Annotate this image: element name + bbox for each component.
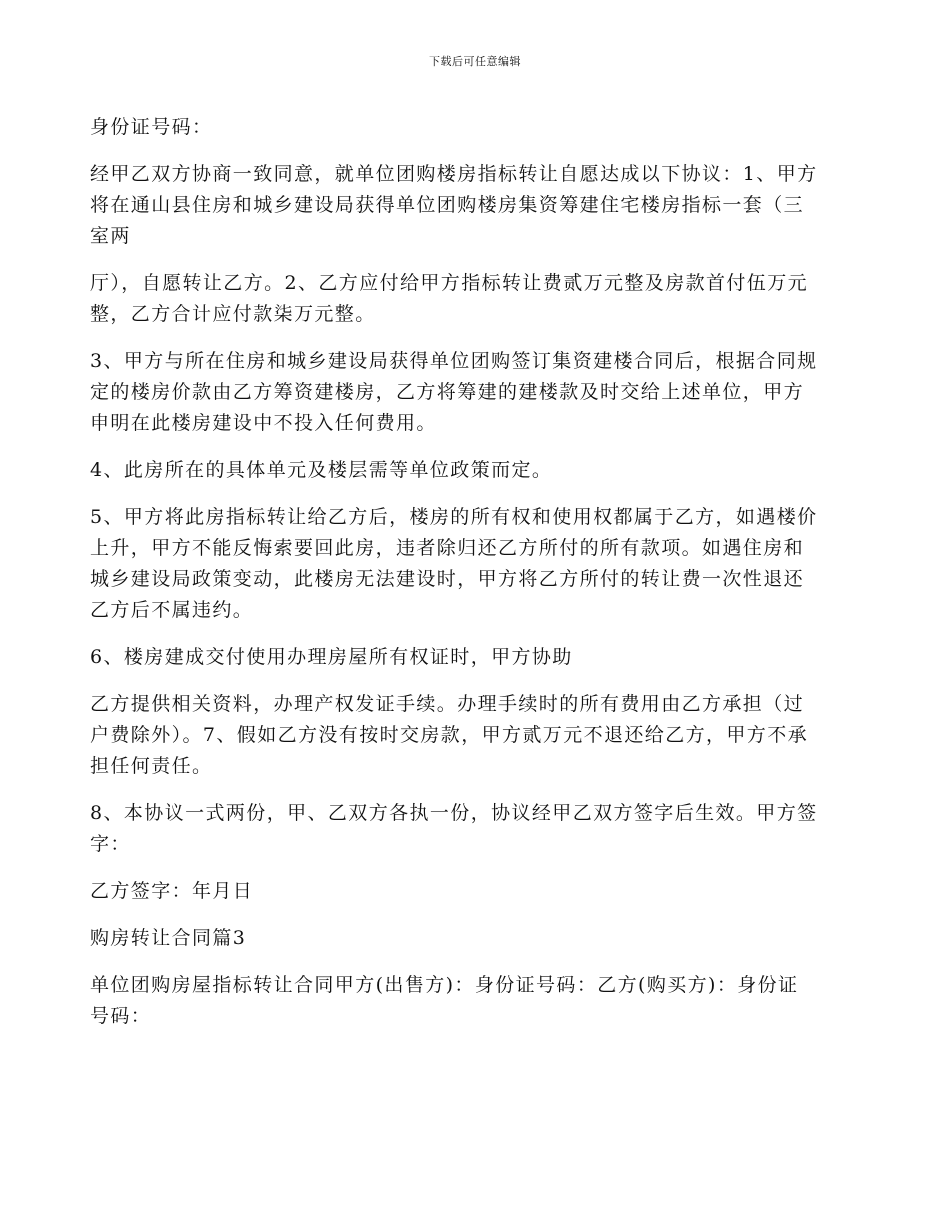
- clause-3-paragraph: 3、甲方与所在住房和城乡建设局获得单位团购签订集资建楼合同后，根据合同规 定的楼房价款由乙方筹资建楼房，乙方将筹建的建楼款及时交给上述单位，甲方 申明在此楼房建设中不投入任何费用。: [90, 350, 818, 434]
- clause-8-paragraph: 8、本协议一式两份，甲、乙双方各执一份，协议经甲乙双方签字后生效。甲方签 字：: [90, 802, 818, 855]
- clause-6-7-continuation-paragraph: 乙方提供相关资料，办理产权发证手续。办理手续时的所有费用由乙方承担（过 户费除外）。7、假如乙方没有按时交房款，甲方贰万元不退还给乙方，甲方不承 担任何责任。: [90, 693, 808, 777]
- clause-5-paragraph: 5、甲方将此房指标转让给乙方后，楼房的所有权和使用权都属于乙方，如遇楼价 上升，甲方不能反悔索要回此房，违者除归还乙方所付的所有款项。如遇住房和 城乡建设局政策变动，此楼房无法建设时，甲方将乙方所付的转让费一次性退还 乙方后不属违约。: [90, 506, 818, 621]
- clause-4-paragraph: 4、此房所在的具体单元及楼层需等单位政策而定。: [90, 459, 553, 481]
- id-number-line: 身份证号码：: [90, 116, 213, 138]
- agreement-intro-paragraph: 经甲乙双方协商一致同意，就单位团购楼房指标转让自愿达成以下协议：1、甲方 将在通山县住房和城乡建设局获得单位团购楼房集资筹建住宅楼房指标一套（三 室两: [90, 163, 818, 247]
- transfer-fee-paragraph: 厅），自愿转让乙方。2、乙方应付给甲方指标转让费贰万元整及房款首付伍万元 整，乙方合计应付款柒万元整。: [90, 272, 808, 325]
- page-header: 下载后可任意编辑: [429, 55, 521, 68]
- document-body: [90, 112, 862, 1048]
- section-title: 购房转让合同篇3: [90, 927, 247, 949]
- contract-heading-paragraph: 单位团购房屋指标转让合同甲方(出售方)：身份证号码：乙方(购买方)：身份证 号码：: [90, 974, 799, 1027]
- clause-6-paragraph: 6、楼房建成交付使用办理房屋所有权证时，甲方协助: [90, 646, 573, 668]
- party-b-signature-line: 乙方签字：年月日: [90, 880, 254, 902]
